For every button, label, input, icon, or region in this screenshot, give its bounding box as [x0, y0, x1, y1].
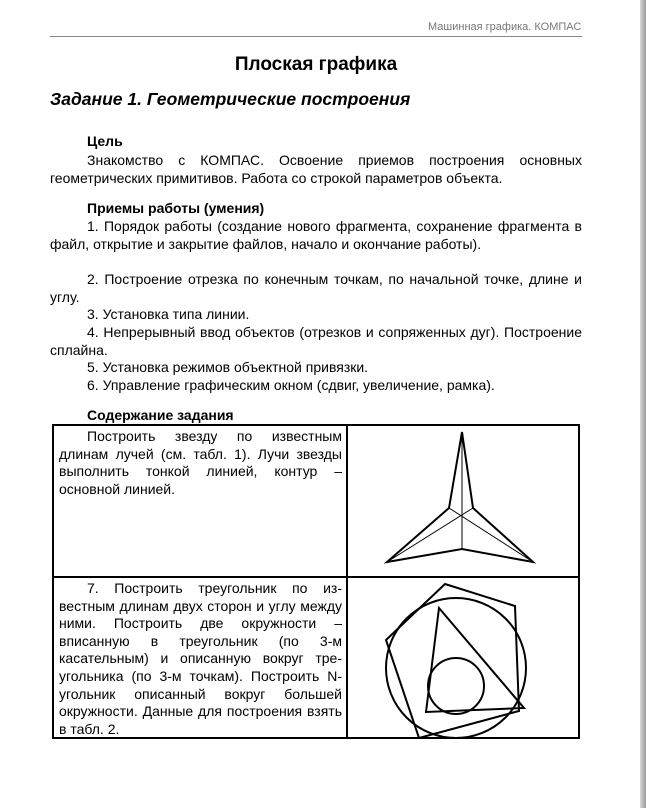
task-table — [52, 424, 580, 739]
goal-text: Знакомство с КОМПАС. Освоение приемов построения основных геометрических примитивов. Работа со строкой параметров объекта. — [50, 152, 582, 186]
page-title: Плоская графика — [234, 54, 398, 75]
page-edge-shadow — [640, 0, 646, 808]
inscribed-circle — [428, 658, 484, 714]
skill-item: 5. Установка режимов объектной привязки. — [87, 359, 369, 375]
circumscribed-circle — [386, 598, 526, 738]
skills-heading: Приемы работы (умения) — [87, 200, 265, 216]
skill-item: 4. Непрерывный ввод объектов (отрезков и сопряженных дуг). Построение сплайна. — [50, 324, 582, 358]
running-header: Машинная графика. КОМПАС — [428, 21, 582, 33]
triangle-circles-figure — [348, 578, 578, 738]
pentagon — [386, 584, 519, 738]
task-title: Задание 1. Геометрические построения — [50, 89, 411, 109]
content-heading: Содержание задания — [87, 407, 234, 423]
skill-item: 2. Построение отрезка по конечным точкам, по начальной точке, длине и углу. — [50, 271, 582, 305]
skill-item: 3. Установка типа линии. — [87, 306, 250, 322]
skill-item: 6. Управление графическим окном (сдвиг, увеличение, рамка). — [87, 377, 495, 393]
skill-item: 1. Порядок работы (создание нового фрагмента, сохранение фрагмента в файл, открытие и закрытие файлов, начало и окончание работы). — [50, 218, 582, 252]
task-row-text: 7. Построить треугольник по известным длинам двух сторон и углу между ними. Построить две окружности – вписанную в треугольник (по 3-м касательным) и описанную вокруг треугольника (по 3-м точкам). Построить N-угольник описанный вокруг большей окружности. Данные для построения взять в табл. 2. — [59, 580, 342, 737]
header-rule — [50, 36, 582, 37]
task-row-text: Построить звезду по известным длинам лучей (см. табл. 1). Лучи звезды выполнить тонкой линией, контур – основной линией. — [59, 428, 342, 497]
goal-heading: Цель — [87, 133, 123, 149]
star-figure — [348, 426, 578, 576]
star-contour — [387, 432, 533, 562]
